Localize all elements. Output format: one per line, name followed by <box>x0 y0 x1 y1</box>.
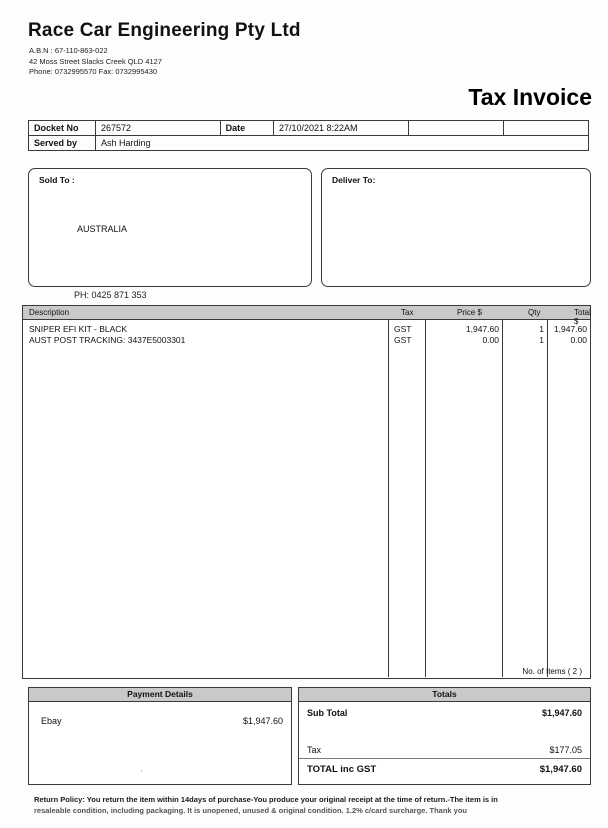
date-value: 27/10/2021 8:22AM <box>273 121 408 136</box>
column-divider-total <box>547 319 548 677</box>
return-policy-footer <box>34 795 586 816</box>
served-by-value: Ash Harding <box>96 136 589 151</box>
company-abn: A.B.N : 67-110-863-022 <box>29 46 108 55</box>
grand-total-label: TOTAL inc GST <box>307 764 377 775</box>
row-total: 1,947.60 <box>553 324 587 334</box>
row-description: SNIPER EFI KIT - BLACK <box>29 324 128 334</box>
return-policy-line-2: resaleable condition, including packaging. It is unopened, unused & original condition. 1.2% c/card surcharge. Thank you <box>34 805 467 815</box>
company-name: Race Car Engineering Pty Ltd <box>28 20 301 41</box>
payment-method: Ebay <box>41 716 62 726</box>
header-total: Total $ <box>574 308 591 326</box>
docket-row-2 <box>29 136 589 151</box>
docket-blank-cell-1 <box>408 121 503 136</box>
line-items-table <box>22 305 591 679</box>
sold-to-body: AUSTRALIA <box>77 224 128 234</box>
docket-blank-cell-2 <box>503 121 588 136</box>
date-label: Date <box>220 121 273 136</box>
header-qty: Qty <box>528 308 541 317</box>
deliver-to-box <box>321 168 591 287</box>
deliver-to-title: Deliver To: <box>332 175 376 185</box>
row-description: AUST POST TRACKING: 3437E5003301 <box>29 335 186 345</box>
totals-heading: Totals <box>299 688 590 702</box>
payment-amount: $1,947.60 <box>242 716 283 726</box>
grand-total-value: $1,947.60 <box>539 764 582 775</box>
row-total: 0.00 <box>570 335 587 345</box>
sold-to-title: Sold To : <box>39 175 75 185</box>
docket-no-label: Docket No <box>29 121 96 136</box>
served-by-label: Served by <box>29 136 96 151</box>
tax-label: Tax <box>307 745 322 755</box>
header-tax: Tax <box>401 308 414 317</box>
payment-faint-mark: ' <box>141 769 143 778</box>
subtotal-value: $1,947.60 <box>541 708 582 718</box>
sold-to-box <box>28 168 312 287</box>
column-divider-qty <box>502 319 503 677</box>
row-tax: GST <box>394 324 412 334</box>
payment-details-box <box>28 687 292 785</box>
column-divider-price <box>425 319 426 677</box>
docket-row-1 <box>29 121 589 136</box>
header-description: Description <box>29 308 70 317</box>
return-policy-line-1: Return Policy: You return the item within 14days of purchase-You produce your original receipt at the time of return.-The item is in <box>34 795 498 804</box>
row-price: 1,947.60 <box>465 324 499 334</box>
tax-value: $177.05 <box>549 745 582 755</box>
company-phone: Phone: 0732995570 Fax: 0732995430 <box>29 67 158 76</box>
document-title: Tax Invoice <box>468 84 592 110</box>
docket-no-value: 267572 <box>96 121 221 136</box>
payment-details-heading: Payment Details <box>29 688 291 702</box>
row-price: 0.00 <box>482 335 499 345</box>
company-details <box>29 46 162 78</box>
column-divider-tax <box>388 319 389 677</box>
customer-phone: PH: 0425 871 353 <box>74 290 147 300</box>
subtotal-label: Sub Total <box>307 708 348 718</box>
line-items-header-row <box>23 306 591 326</box>
totals-box <box>298 687 591 785</box>
row-qty: 1 <box>539 335 544 345</box>
docket-table <box>28 120 589 151</box>
no-of-items-label: No. of Items ( 2 ) <box>522 667 582 676</box>
company-address: 42 Moss Street Slacks Creek QLD 4127 <box>29 56 162 66</box>
row-qty: 1 <box>539 324 544 334</box>
header-price: Price $ <box>457 308 482 317</box>
row-tax: GST <box>394 335 412 345</box>
totals-divider <box>299 758 590 759</box>
